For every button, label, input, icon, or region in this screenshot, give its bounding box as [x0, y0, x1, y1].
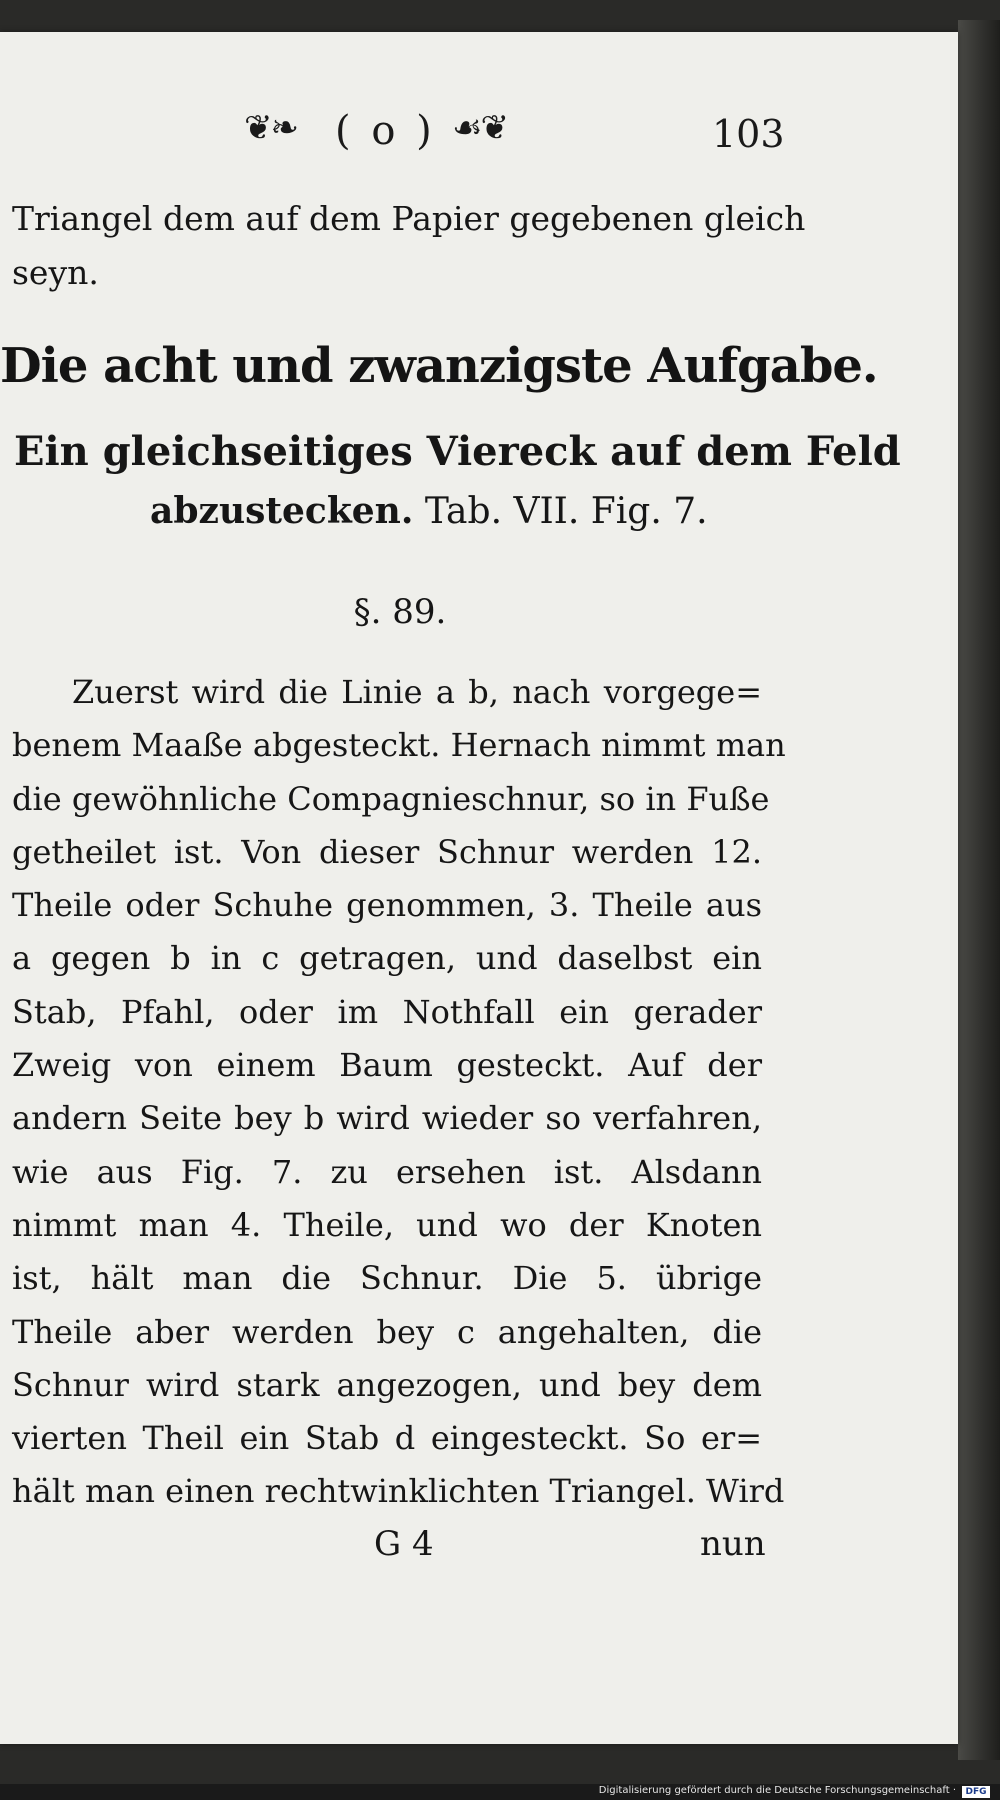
continued-text: [12, 192, 806, 300]
text-line: Theile aber werden bey c angehalten, die: [12, 1312, 762, 1351]
text-line: getheilet ist. Von dieser Schnur werden 12.: [12, 832, 762, 871]
chapter-title: Die acht und zwanzigste Aufgabe.: [0, 338, 878, 394]
text-line: benem Maaße abgesteckt. Hernach nimmt man: [12, 726, 786, 765]
subtitle-word: abzustecken.: [150, 490, 414, 532]
ornament-left-icon: ❦❧: [244, 108, 297, 148]
text-line: hält man einen rechtwinklichten Triangel. Wird: [12, 1472, 785, 1511]
text-line: Schnur wird stark angezogen, und bey dem: [12, 1365, 762, 1404]
body-paragraph: [12, 666, 786, 1519]
text-line: Zuerst wird die Linie a b, nach vorgege=: [72, 673, 762, 711]
chapter-subtitle-line2: [150, 490, 708, 532]
text-line: Theile oder Schuhe genommen, 3. Theile aus: [12, 886, 762, 925]
text-line: vierten Theil ein Stab d eingesteckt. So er=: [12, 1419, 762, 1458]
text-line: a gegen b in c getragen, und daselbst ein: [12, 939, 762, 978]
page-number: 103: [712, 112, 785, 156]
text-line: nimmt man 4. Theile, und wo der Knoten: [12, 1205, 762, 1244]
book-edge: [958, 20, 1000, 1760]
text-line: Zweig von einem Baum gesteckt. Auf der: [12, 1046, 762, 1085]
dfg-logo: DFG: [962, 1786, 990, 1798]
chapter-subtitle-line1: Ein gleichseitiges Viereck auf dem Feld: [14, 428, 901, 475]
text-line: ist, hält man die Schnur. Die 5. übrige: [12, 1259, 762, 1298]
catchword: nun: [700, 1524, 766, 1564]
section-number: §. 89.: [353, 592, 447, 632]
header-center-mark: ( o ): [335, 108, 436, 154]
signature-mark: G 4: [374, 1524, 434, 1564]
text-line: die gewöhnliche Compagnieschnur, so in Fuße: [12, 779, 770, 818]
text-line: wie aus Fig. 7. zu ersehen ist. Alsdann: [12, 1152, 762, 1191]
running-header: [0, 108, 958, 168]
figure-reference: Tab. VII. Fig. 7.: [424, 491, 708, 532]
text-line: Stab, Pfahl, oder im Nothfall ein gerader: [12, 992, 762, 1031]
digitization-credit: Digitalisierung gefördert durch die Deutsche Forschungsgemeinschaft ·: [598, 1785, 956, 1796]
ornament-right-icon: ☙❦: [452, 108, 507, 148]
text-line: Triangel dem auf dem Papier gegebenen gleich: [12, 199, 806, 238]
text-line: andern Seite bey b wird wieder so verfahren,: [12, 1099, 762, 1138]
text-line: seyn.: [12, 253, 99, 292]
